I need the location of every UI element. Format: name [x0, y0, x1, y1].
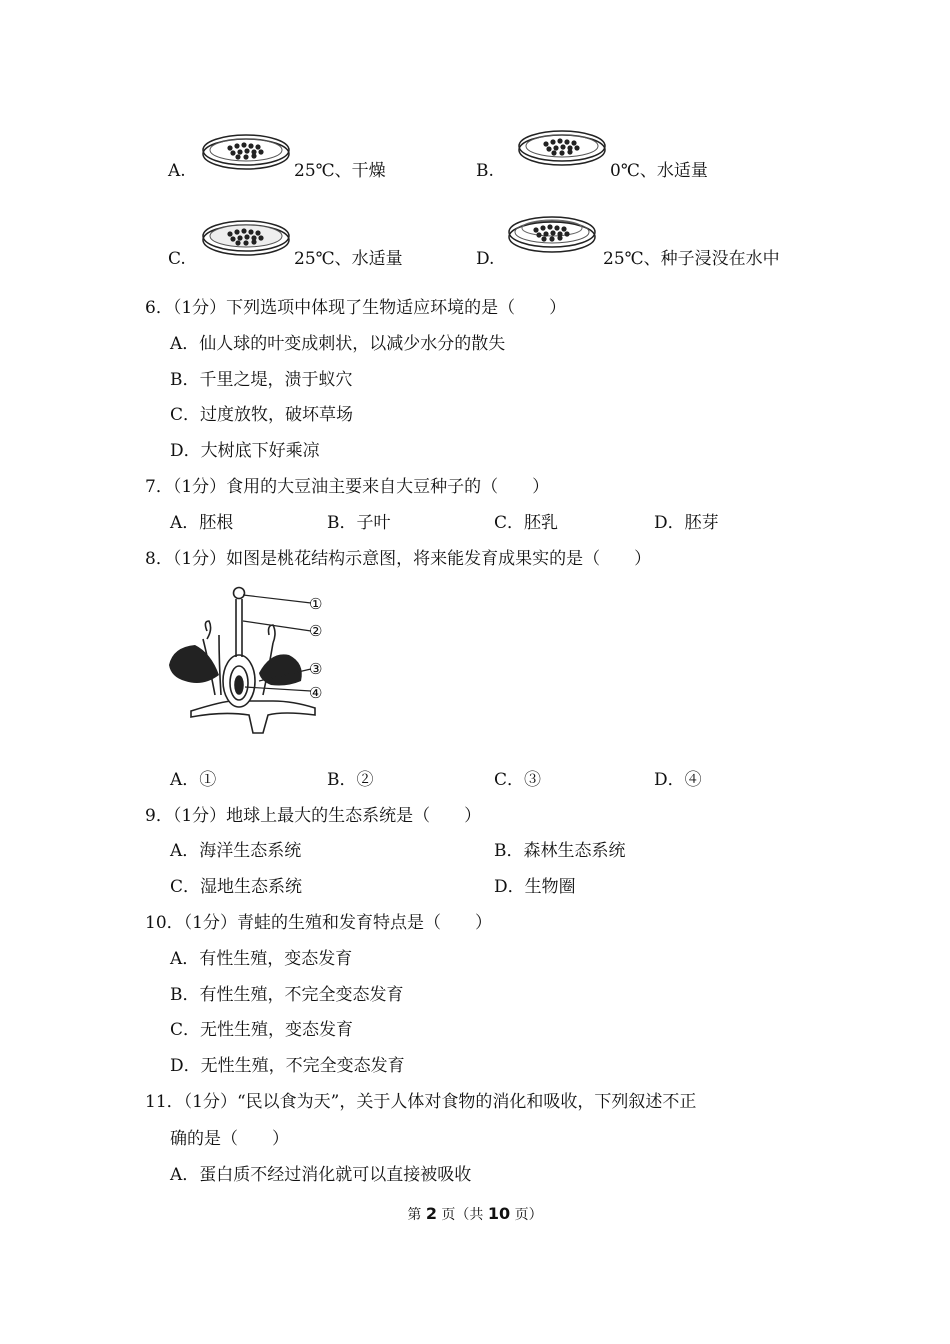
q10-option-a: A．有性生殖，变态发育 [170, 949, 353, 969]
diagram-label-2: ② [309, 622, 323, 640]
q8-option-a: A．① [170, 770, 217, 790]
q9-option-b: B．森林生态系统 [494, 841, 626, 861]
q10-stem: 10．（1分）青蛙的生殖和发育特点是（ ） [145, 913, 492, 933]
q7-option-c: C．胚乳 [494, 513, 559, 533]
footer-total-pages: 10 [487, 1204, 511, 1223]
q6-option-c: C．过度放牧，破坏草场 [170, 405, 354, 425]
q8-option-b: B．② [327, 770, 374, 790]
q5-option-c-letter: C. [168, 249, 186, 269]
q7-option-d: D．胚芽 [654, 513, 719, 533]
q9-option-c: C．湿地生态系统 [170, 877, 303, 897]
q8-option-d: D．④ [654, 770, 702, 790]
footer-suffix: 页） [510, 1207, 543, 1223]
q7-option-b: B．子叶 [327, 513, 391, 533]
footer-middle: 页（共 [436, 1207, 488, 1223]
q6-option-b: B．千里之堤，溃于蚁穴 [170, 370, 353, 390]
q10-option-c: C．无性生殖，变态发育 [170, 1020, 354, 1040]
q11-option-a: A．蛋白质不经过消化就可以直接被吸收 [170, 1165, 472, 1185]
q8-stem: 8．（1分）如图是桃花结构示意图，将来能发育成果实的是（ ） [145, 549, 652, 569]
q5-option-c-text: 25℃、水适量 [294, 249, 403, 269]
q11-stem-line1: 11．（1分）“民以食为天”，关于人体对食物的消化和吸收，下列叙述不正 [145, 1092, 697, 1112]
q10-option-d: D．无性生殖，不完全变态发育 [170, 1056, 405, 1076]
q9-option-d: D．生物圈 [494, 877, 576, 897]
petri-dish-c-image [200, 214, 292, 262]
petri-dish-a-image [200, 128, 292, 176]
q9-stem: 9．（1分）地球上最大的生态系统是（ ） [145, 806, 482, 826]
q7-stem: 7．（1分）食用的大豆油主要来自大豆种子的（ ） [145, 477, 550, 497]
diagram-label-4: ④ [309, 684, 323, 702]
peach-flower-image [163, 583, 333, 738]
page-footer [0, 1204, 950, 1224]
q5-option-d-letter: D. [476, 249, 495, 269]
q6-option-a: A．仙人球的叶变成刺状，以减少水分的散失 [170, 334, 506, 354]
q6-option-d: D．大树底下好乘凉 [170, 441, 320, 461]
q9-option-a: A．海洋生态系统 [170, 841, 302, 861]
q10-option-b: B．有性生殖，不完全变态发育 [170, 985, 404, 1005]
peach-flower-diagram [163, 583, 333, 738]
q5-option-b-letter: B. [476, 161, 494, 181]
diagram-label-3: ③ [309, 660, 323, 678]
q8-option-c: C．③ [494, 770, 542, 790]
q5-option-a-letter: A. [168, 161, 186, 181]
q11-stem-line2: 确的是（ ） [170, 1129, 289, 1149]
petri-dish-d-image [506, 210, 598, 260]
footer-prefix: 第 [407, 1207, 426, 1223]
q7-option-a: A．胚根 [170, 513, 234, 533]
q5-option-a-text: 25℃、干燥 [294, 161, 386, 181]
q6-stem: 6．（1分）下列选项中体现了生物适应环境的是（ ） [145, 298, 567, 318]
petri-dish-b-image [516, 124, 608, 172]
footer-page-number: 2 [425, 1204, 437, 1223]
q5-option-d-text: 25℃、种子浸没在水中 [603, 249, 780, 269]
q5-option-b-text: 0℃、水适量 [610, 161, 708, 181]
diagram-label-1: ① [309, 595, 323, 613]
